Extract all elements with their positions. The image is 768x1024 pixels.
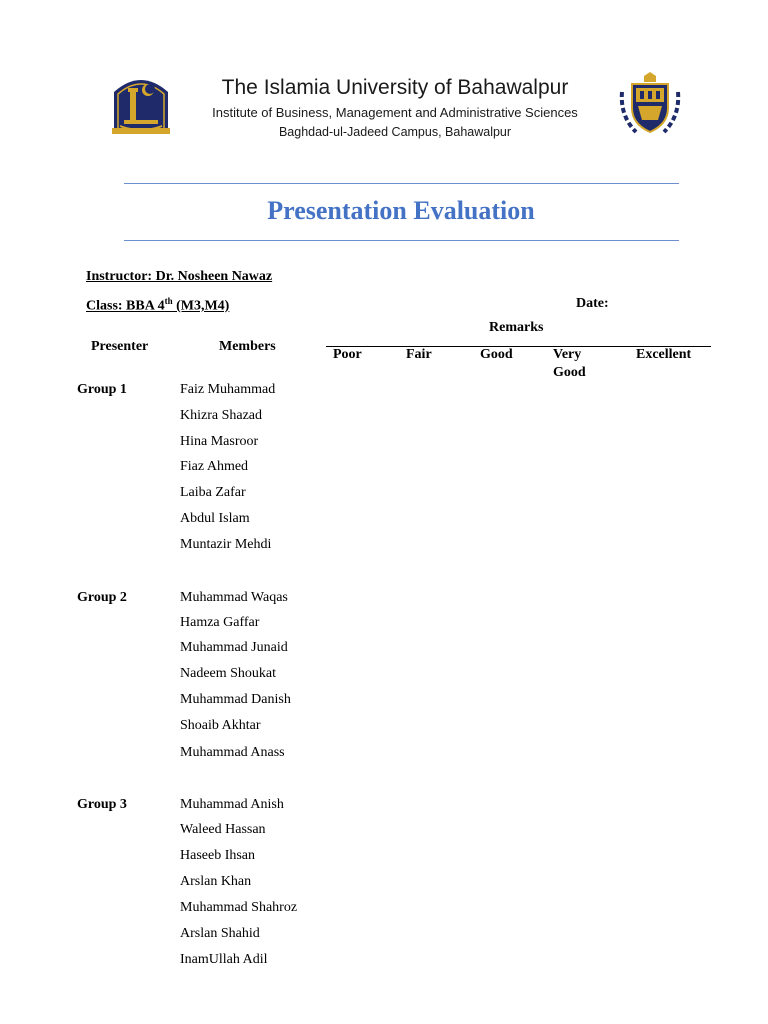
group-3-member: Arslan Khan	[180, 874, 252, 889]
group-3-label: Group 3	[77, 797, 127, 812]
group-2-member: Shoaib Akhtar	[180, 718, 261, 733]
group-1-member: Muntazir Mehdi	[180, 537, 272, 552]
group-3-member: Waleed Hassan	[180, 822, 266, 837]
remarks-header: Remarks	[489, 320, 544, 335]
date-label: Date:	[576, 296, 609, 311]
rating-excellent: Excellent	[636, 347, 692, 362]
presenter-header: Presenter	[91, 339, 149, 354]
document-title: Presentation Evaluation	[267, 196, 535, 225]
group-1-member: Hina Masroor	[180, 434, 259, 449]
group-2-label: Group 2	[77, 590, 127, 605]
group-2-member: Muhammad Junaid	[180, 640, 288, 655]
rating-good: Good	[480, 347, 513, 362]
group-1-member: Fiaz Ahmed	[180, 459, 249, 474]
group-1-label: Group 1	[77, 382, 127, 397]
group-2-member: Nadeem Shoukat	[180, 666, 277, 681]
group-1-member: Khizra Shazad	[180, 408, 263, 423]
group-3-member: Haseeb Ihsan	[180, 848, 256, 863]
group-2-member: Muhammad Anass	[180, 745, 285, 760]
campus-name: Baghdad-ul-Jadeed Campus, Bahawalpur	[278, 125, 512, 139]
class-line	[86, 296, 229, 315]
group-1-member: Abdul Islam	[180, 511, 250, 526]
group-2-member: Muhammad Waqas	[180, 590, 288, 605]
members-header: Members	[219, 339, 276, 354]
instructor-line: Instructor: Dr. Nosheen Nawaz	[86, 269, 273, 284]
group-1-member: Faiz Muhammad	[180, 382, 276, 397]
rating-very-good-line1: Very	[553, 347, 582, 362]
rating-poor: Poor	[333, 347, 362, 362]
class-suffix: (M3,M4)	[172, 298, 230, 314]
group-2-member: Hamza Gaffar	[180, 615, 260, 630]
group-3-member: Muhammad Shahroz	[180, 900, 298, 915]
group-3-member: Muhammad Anish	[180, 797, 284, 812]
rating-fair: Fair	[406, 347, 432, 362]
top-divider	[124, 183, 679, 184]
institute-name: Institute of Business, Management and Administrative Sciences	[212, 105, 578, 120]
group-1-member: Laiba Zafar	[180, 485, 246, 500]
university-name: The Islamia University of Bahawalpur	[221, 76, 569, 99]
class-prefix: Class: BBA 4	[86, 298, 165, 314]
group-3-member: InamUllah Adil	[180, 952, 268, 967]
class-superscript: th	[164, 296, 173, 306]
group-2-member: Muhammad Danish	[180, 692, 291, 707]
group-3-member: Arslan Shahid	[180, 926, 260, 941]
rating-very-good-line2: Good	[553, 365, 586, 380]
bottom-divider	[124, 240, 679, 241]
